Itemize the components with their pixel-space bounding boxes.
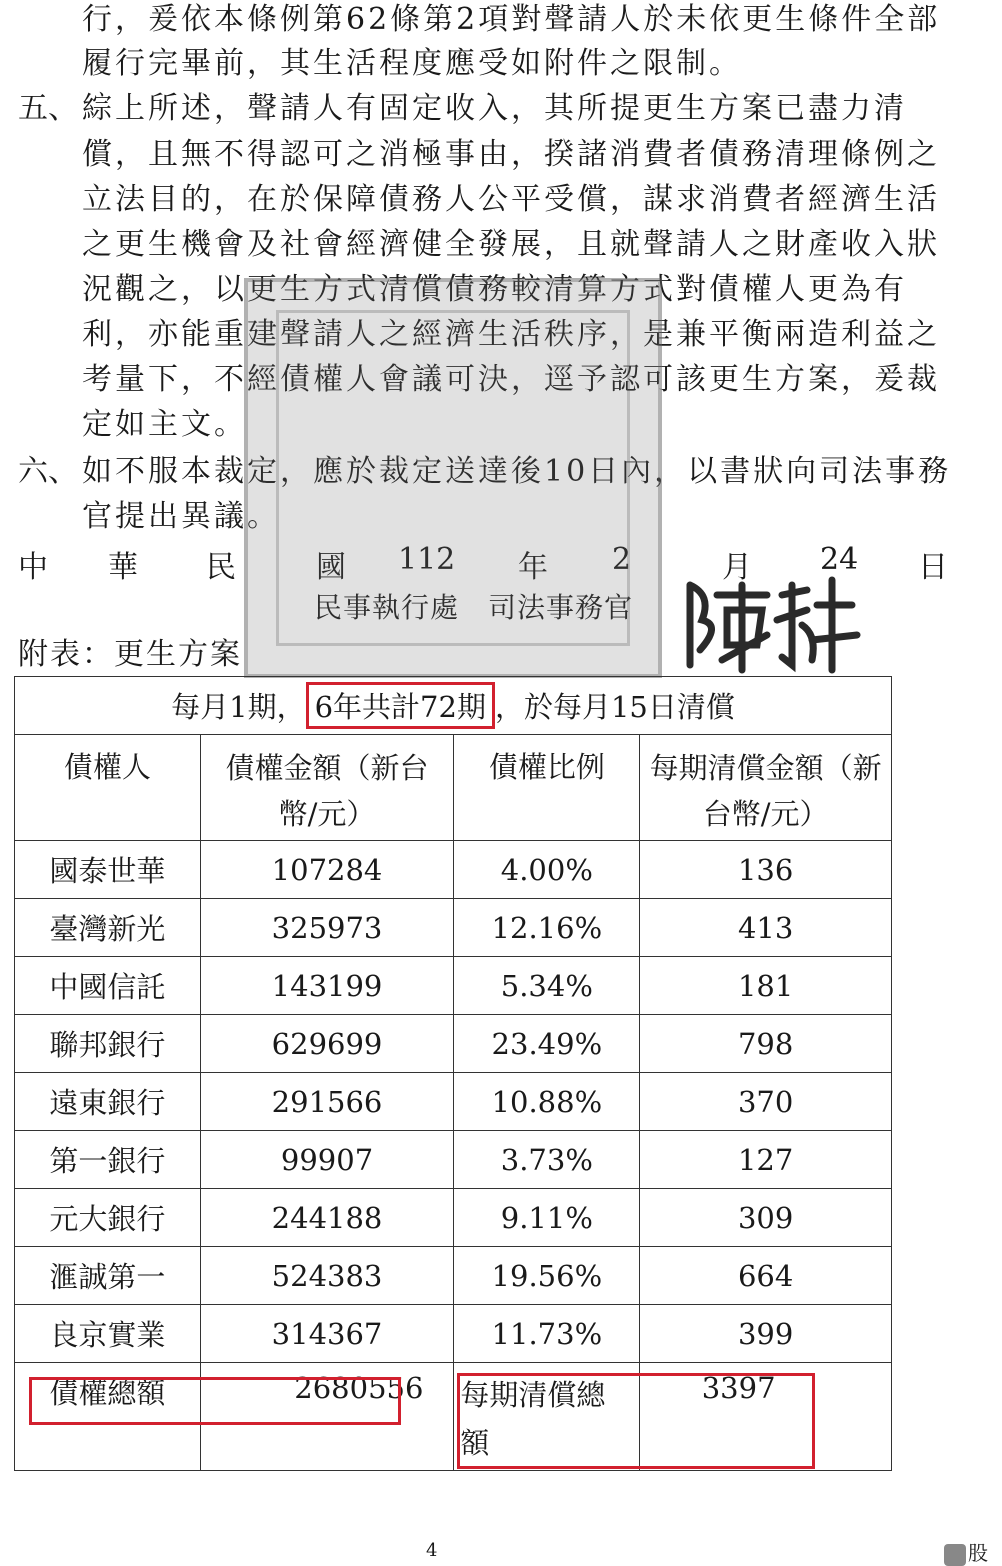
table-row (15, 841, 892, 899)
claim-ratio: 9.11% (454, 1189, 640, 1247)
claim-ratio: 12.16% (454, 899, 640, 957)
body-line: 綜上所述，聲請人有固定收入，其所提更生方案已盡力清 (82, 91, 907, 126)
body-line: 官提出異議。 (82, 499, 280, 534)
creditor-name: 遠東銀行 (15, 1073, 201, 1131)
creditor-name: 中國信託 (15, 957, 201, 1015)
appendix-title: 附表：更生方案 (18, 637, 242, 672)
installment-amount: 136 (640, 841, 892, 899)
installment-amount: 399 (640, 1305, 892, 1363)
header-claim-amount: 債權金額（新台幣/元） (200, 735, 454, 841)
date-year: 112 (398, 542, 456, 577)
installment-amount: 370 (640, 1073, 892, 1131)
body-line: 行，爰依本條例第62條第2項對聲請人於未依更生條件全部 (82, 2, 941, 37)
date-char: 年 (518, 550, 548, 585)
claim-amount: 107284 (200, 841, 454, 899)
date-char: 華 (108, 550, 138, 585)
creditor-name: 臺灣新光 (15, 899, 201, 957)
plan-term: 6年共計72期 (306, 682, 495, 729)
creditor-name: 國泰世華 (15, 841, 201, 899)
claim-ratio: 10.88% (454, 1073, 640, 1131)
body-line: 立法目的，在於保障債務人公平受償，謀求消費者經濟生活 (82, 182, 940, 217)
date-char: 中 (18, 550, 48, 585)
table-row (15, 1015, 892, 1073)
stamp-icon (944, 1544, 966, 1566)
corner-mark-text: 股 (968, 1541, 988, 1565)
date-month: 2 (612, 542, 632, 577)
body-line: 履行完畢前，其生活程度應受如附件之限制。 (82, 46, 742, 81)
table-row (15, 1131, 892, 1189)
creditor-name: 元大銀行 (15, 1189, 201, 1247)
claim-amount: 143199 (200, 957, 454, 1015)
table-row (15, 1305, 892, 1363)
page-number: 4 (426, 1540, 438, 1561)
section-number: 五、 (18, 91, 78, 126)
corner-mark (944, 1537, 988, 1566)
total-claim-value: 2680556 (200, 1363, 454, 1471)
installment-amount: 664 (640, 1247, 892, 1305)
plan-suffix: ，於每月15日清償 (494, 690, 735, 724)
claim-amount: 99907 (200, 1131, 454, 1189)
header-creditor: 債權人 (15, 735, 201, 841)
total-installment-value: 3397 (640, 1363, 892, 1471)
date-char: 日 (918, 550, 948, 585)
creditor-name: 良京實業 (15, 1305, 201, 1363)
claim-amount: 524383 (200, 1247, 454, 1305)
creditor-name: 滙誠第一 (15, 1247, 201, 1305)
table-row (15, 957, 892, 1015)
installment-amount: 127 (640, 1131, 892, 1189)
header-claim-ratio: 債權比例 (454, 735, 640, 841)
installment-amount: 413 (640, 899, 892, 957)
claim-amount: 629699 (200, 1015, 454, 1073)
highlight-total-claim (29, 1377, 401, 1425)
installment-amount: 309 (640, 1189, 892, 1247)
date-char: 月 (722, 550, 752, 585)
body-line: 況觀之，以更生方式清償債務較清算方式對債權人更為有 (82, 272, 907, 307)
claim-ratio: 19.56% (454, 1247, 640, 1305)
total-installment-label: 每期清償總額 (454, 1363, 640, 1471)
claim-ratio: 5.34% (454, 957, 640, 1015)
body-line: 之更生機會及社會經濟健全發展，且就聲請人之財產收入狀 (82, 227, 940, 262)
installment-amount: 798 (640, 1015, 892, 1073)
date-day: 24 (820, 542, 859, 577)
body-line: 考量下，不經債權人會議可決，逕予認可該更生方案，爰裁 (82, 362, 940, 397)
date-char: 國 (316, 550, 346, 585)
header-installment: 每期清償金額（新台幣/元） (640, 735, 892, 841)
claim-amount: 314367 (200, 1305, 454, 1363)
repayment-plan-table (14, 676, 892, 1471)
total-claim-label: 債權總額 (15, 1363, 201, 1471)
body-line: 償，且無不得認可之消極事由，揆諸消費者債務清理條例之 (82, 137, 940, 172)
office-line: 民事執行處 司法事務官 (314, 591, 634, 624)
body-line: 利，亦能重建聲請人之經濟生活秩序，是兼平衡兩造利益之 (82, 317, 940, 352)
court-seal-stamp (244, 278, 662, 678)
highlight-total-installment (457, 1373, 815, 1469)
section-number: 六、 (18, 454, 78, 489)
claim-ratio: 23.49% (454, 1015, 640, 1073)
body-line: 如不服本裁定，應於裁定送達後10日內，以書狀向司法事務 (82, 454, 952, 489)
table-row (15, 1189, 892, 1247)
claim-amount: 325973 (200, 899, 454, 957)
claim-amount: 291566 (200, 1073, 454, 1131)
claim-ratio: 11.73% (454, 1305, 640, 1363)
claim-ratio: 4.00% (454, 841, 640, 899)
claim-ratio: 3.73% (454, 1131, 640, 1189)
claim-amount: 244188 (200, 1189, 454, 1247)
table-row (15, 1247, 892, 1305)
date-char: 民 (206, 550, 236, 585)
table-row (15, 899, 892, 957)
plan-summary-cell (15, 677, 892, 735)
creditor-name: 聯邦銀行 (15, 1015, 201, 1073)
table-row (15, 1073, 892, 1131)
creditor-name: 第一銀行 (15, 1131, 201, 1189)
installment-amount: 181 (640, 957, 892, 1015)
handwritten-signature (682, 565, 872, 675)
body-line: 定如主文。 (82, 407, 247, 442)
plan-prefix: 每月1期， (171, 690, 306, 724)
